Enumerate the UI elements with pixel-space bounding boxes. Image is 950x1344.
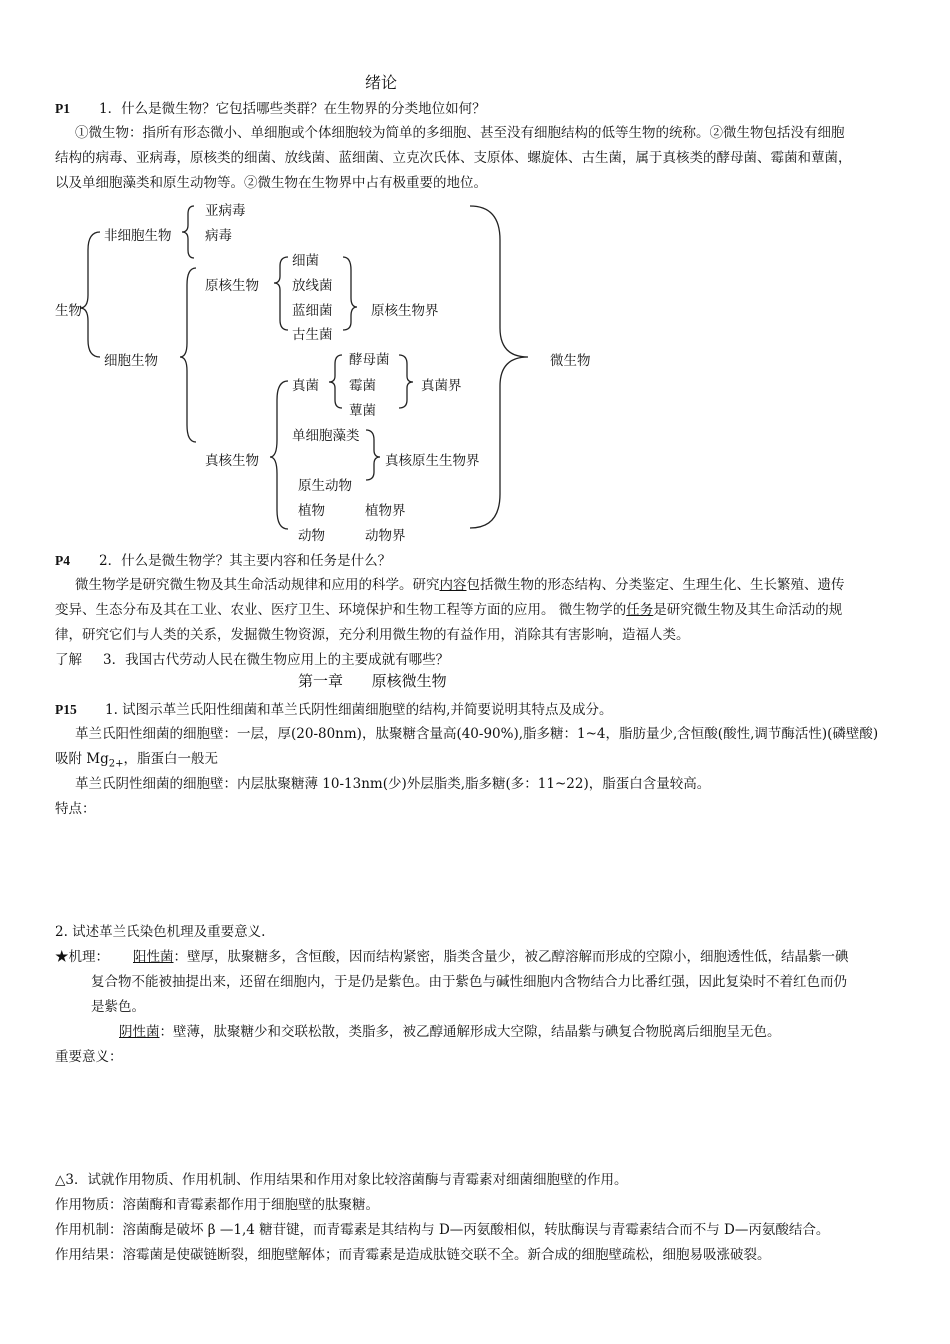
question-3: [55, 648, 895, 673]
node-mold: 霉菌: [349, 378, 376, 394]
subscript: 2+: [108, 758, 124, 770]
node-bacteria: 细菌: [292, 253, 319, 269]
node-virus: 病毒: [205, 228, 232, 244]
text-span: 吸附 Mg: [55, 751, 109, 767]
text-span: ：壁薄，肽聚糖少和交联松散，类脂多，被乙醇通解形成大空隙，结晶紫与碘复合物脱离后细胞呈无色。: [159, 1024, 781, 1040]
node-archaea: 古生菌: [292, 327, 333, 343]
answer-line: 作用结果：溶霉菌是使碳链断裂，细胞壁解体；而青霉素是造成肽链交联不全。新合成的细胞壁疏松，细胞易吸涨破裂。: [55, 1247, 771, 1263]
brace-prok-kingdom: [343, 257, 357, 330]
feature-label: 特点：: [55, 801, 96, 817]
question-lysozyme: △3．试就作用物质、作用机制、作用结果和作用对象比较溶菌酶与青霉素对细菌细胞壁的作用。: [55, 1172, 628, 1188]
node-noncell: 非细胞生物: [104, 228, 172, 244]
question-text: 2．什么是微生物学？其主要内容和任务是什么？: [99, 553, 392, 569]
answer-line: 作用机制：溶菌酶是破坏 β —1,4 糖苷键，而青霉素是其结构与 D—丙氨酸相似，转肽酶误与青霉素结合而不与 D—丙氨酸结合。: [55, 1222, 830, 1238]
node-cyano: 蓝细菌: [292, 303, 333, 319]
underlined-term: 阳性菌: [133, 949, 174, 965]
node-fungi: 真菌: [292, 378, 319, 394]
brace-prok: [274, 257, 288, 330]
node-algae: 单细胞藻类: [292, 428, 360, 444]
answer-line: 律，研究它们与人类的关系，发掘微生物资源，充分利用微生物的有益作用，消除其有害影响，造福人类。: [55, 627, 690, 643]
question-text: 3．我国古代劳动人民在微生物应用上的主要成就有哪些？: [103, 652, 450, 668]
node-plant: 植物: [298, 503, 325, 519]
answer-line: [55, 945, 895, 970]
answer-line: 结构的病毒、亚病毒，原核类的细菌、放线菌、蓝细菌、立克次氏体、支原体、螺旋体、古生菌，属于真核类的酵母菌、霉菌和蕈菌，: [55, 150, 852, 166]
intro-title: 绪论: [365, 73, 398, 92]
brace-protist-kingdom: [366, 430, 380, 480]
node-plant-kingdom: 植物界: [365, 503, 406, 519]
question-text: 1. 试图示革兰氏阳性细菌和革兰氏阴性细菌细胞壁的结构,并简要说明其特点及成分。: [105, 702, 613, 718]
question-tag: P4: [55, 553, 70, 568]
answer-line: 革兰氏阴性细菌的细胞壁：内层肽聚糖薄 10-13nm(少)外层脂类,脂多糖(多：11~22)，脂蛋白含量较高。: [75, 776, 711, 792]
node-protozoa: 原生动物: [298, 478, 352, 494]
text-span: 变异、生态分布及其在工业、农业、医疗卫生、环境保护和生物工程等方面的应用。 微生物学的: [55, 602, 627, 618]
node-subvirus: 亚病毒: [205, 203, 246, 219]
question-tag: 了解: [55, 652, 82, 668]
question-tag: P1: [55, 101, 70, 116]
brace-organism: [80, 232, 100, 357]
node-yeast: 酵母菌: [349, 352, 390, 368]
brace-fungi: [329, 355, 342, 408]
node-cell: 细胞生物: [104, 353, 158, 369]
node-microbe: 微生物: [550, 353, 591, 369]
answer-line: 作用物质：溶菌酶和青霉素都作用于细胞壁的肽聚糖。: [55, 1197, 379, 1213]
underlined-term: 内容: [439, 577, 467, 593]
brace-fungi-kingdom: [399, 355, 413, 408]
answer-line: [55, 1020, 950, 1045]
meaning-label: 重要意义：: [55, 1049, 123, 1065]
answer-line: [55, 573, 915, 598]
answer-line: ①微生物：指所有形态微小、单细胞或个体细胞较为简单的多细胞、甚至没有细胞结构的低等生物的统称。②微生物包括没有细胞: [75, 125, 845, 141]
text-span: 包括微生物的形态结构、分类鉴定、生理生化、生长繁殖、遗传: [466, 577, 845, 593]
brace-microbe: [470, 206, 528, 528]
node-fungi-kingdom: 真菌界: [421, 378, 462, 394]
chapter-title: 第一章 原核微生物: [298, 672, 447, 690]
answer-line: 是紫色。: [91, 999, 145, 1015]
node-euk: 真核生物: [205, 453, 259, 469]
node-prok-kingdom: 原核生物界: [371, 303, 439, 319]
node-animal: 动物: [298, 528, 325, 544]
node-actino: 放线菌: [292, 278, 333, 294]
underlined-term: 阴性菌: [119, 1024, 160, 1040]
question-2: [55, 548, 895, 574]
underlined-term: 任务: [626, 602, 654, 618]
question-text: 1．什么是微生物？它包括哪些类群？在生物界的分类地位如何？: [99, 101, 486, 117]
answer-line: 复合物不能被抽提出来，还留在细胞内，于是仍是紫色。由于紫色与碱性细胞内含物结合力比番红强，因此复染时不着红色而仍: [91, 974, 847, 990]
node-mushroom: 蕈菌: [349, 403, 376, 419]
text-span: ：壁厚，肽聚糖多，含恒酸，因而结构紧密，脂类含量少，被乙醇溶解而形成的空隙小，细胞透性低，结晶紫一碘: [173, 949, 849, 965]
node-animal-kingdom: 动物界: [365, 528, 406, 544]
brace-euk: [270, 381, 288, 529]
node-organism: 生物: [55, 303, 82, 319]
mechanism-label: ★机理：: [55, 949, 109, 965]
question-gram: 2. 试述革兰氏染色机理及重要意义.: [55, 924, 266, 940]
question-ch1-1: [55, 697, 895, 723]
answer-line: 以及单细胞藻类和原生动物等。②微生物在生物界中占有极重要的地位。: [55, 175, 487, 191]
question-tag: P15: [55, 702, 77, 717]
node-prok: 原核生物: [205, 278, 259, 294]
answer-line: [55, 598, 895, 623]
text-span: 是研究微生物及其生命活动的规: [653, 602, 843, 618]
text-span: 微生物学是研究微生物及其生命活动规律和应用的科学。研究: [75, 577, 440, 593]
answer-line: 革兰氏阳性细菌的细胞壁：一层，厚(20-80nm)，肽聚糖含量高(40-90%),脂多糖：1~4，脂肪量少,含恒酸(酸性,调节酶活性)(磷壁酸): [75, 726, 879, 742]
brace-cell: [180, 268, 196, 442]
text-span: ，脂蛋白一般无: [123, 751, 219, 767]
node-protist-kingdom: 真核原生生物界: [385, 453, 480, 469]
brace-noncell: [182, 206, 194, 258]
